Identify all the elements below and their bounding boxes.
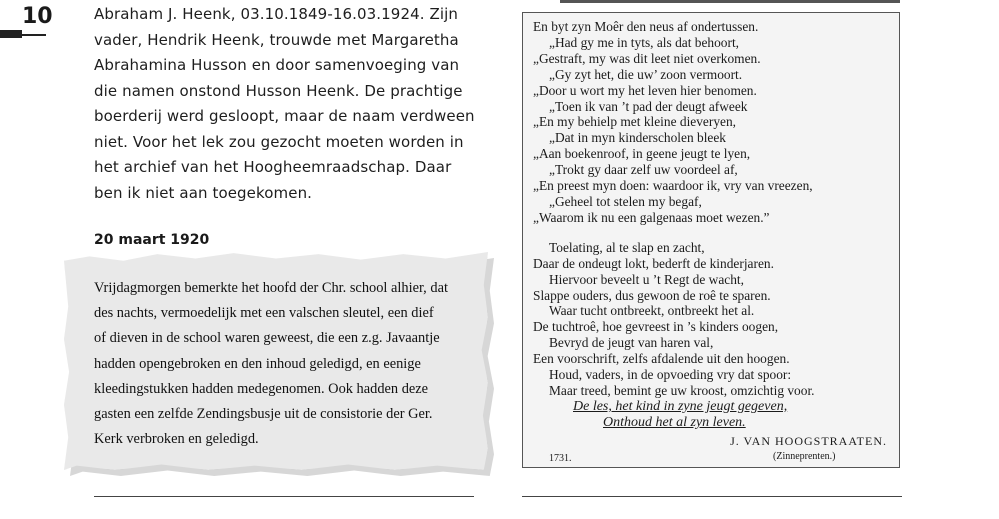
poem-line: En byt zyn Moêr den neus af ondertussen.	[533, 19, 759, 34]
intro-line: boerderij werd gesloopt, maar de naam verdween	[94, 107, 475, 125]
poem-scan	[522, 12, 900, 468]
poem-line: „Trokt gy daar zelf uw voordeel af,	[549, 162, 738, 178]
intro-line: vader, Hendrik Heenk, trouwde met Margaretha	[94, 30, 459, 49]
poem-line: Hiervoor beveelt u ’t Regt de wacht,	[549, 271, 744, 287]
clipping-line: hadden opengebroken en den inhoud geledigd, en eenige	[94, 355, 421, 372]
clipping-line: des nachts, vermoedelijk met een valschen sleutel, een dief	[94, 305, 434, 322]
intro-column	[94, 0, 484, 206]
intro-line: die namen onstond Husson Heenk. De prachtige	[94, 81, 463, 100]
top-rule	[560, 0, 900, 3]
intro-line: ben ik niet aan toegekomen.	[94, 183, 313, 202]
poem-moral-line: Onthoud het al zyn leven.	[603, 414, 746, 430]
poem-line: Slappe ouders, dus gewoon de roê te sparen.	[533, 287, 771, 303]
poem-line: „Had gy me in tyts, als dat behoort,	[549, 34, 740, 50]
poem-line: Maar treed, bemint ge uw kroost, omzichtig voor.	[549, 382, 815, 398]
poem-line: Waar tucht ontbreekt, ontbreekt het al.	[549, 303, 755, 319]
intro-line: Abrahamina Husson en door samenvoeging van	[94, 56, 460, 74]
poem-line: „Geheel tot stelen my begaf,	[549, 193, 702, 209]
poem-moral-line: De les, het kind in zyne jeugt gegeven,	[573, 398, 788, 414]
clipping-line: kleedingstukken hadden medegenomen. Ook hadden deze	[94, 380, 429, 397]
poem-line: „Gy zyt het, die uw’ zoon vermoort.	[549, 66, 743, 82]
intro-paragraph	[94, 0, 484, 206]
clipping-text	[94, 276, 474, 452]
poem-source: (Zinneprenten.)	[773, 451, 836, 462]
poem-line: „Aan boekenroof, in geene jeugt te lyen,	[533, 146, 751, 162]
poem-text	[533, 19, 893, 431]
page-number-rule-accent	[0, 30, 22, 38]
poem-author: J. VAN HOOGSTRAATEN.	[730, 434, 887, 448]
poem-line: De tuchtroê, hoe gevreest in ’s kinders oogen,	[533, 319, 779, 335]
clipping-line: gasten een zelfde Zendingsbusje uit de consistorie der Ger.	[94, 406, 433, 423]
poem-line: „Door u wort my het leven hier benomen.	[533, 82, 757, 98]
clipping-line: of dieven in de school waren geweest, die een z.g. Javaantje	[94, 330, 440, 347]
poem-line: Daar de ondeugt lokt, bederft de kinderjaren.	[533, 255, 774, 271]
poem-line: „Waarom ik nu een galgenaas moet wezen.”	[533, 209, 770, 225]
poem-line: Houd, vaders, in de opvoeding vry dat spoor:	[549, 367, 792, 383]
poem-line: „En my behielp met kleine dieveryen,	[533, 114, 737, 130]
poem-line: „Toen ik van ’t pad der deugt afweek	[549, 98, 748, 114]
poem-line: „En preest myn doen: waardoor ik, vry van vreezen,	[533, 178, 813, 194]
poem-line: Bevryd de jeugt van haren val,	[549, 335, 714, 351]
poem-line: „Gestraft, my was dit leet niet overkomen.	[533, 50, 761, 66]
intro-line: het archief van het Hoogheemraadschap. Daar	[94, 158, 452, 176]
intro-line: Abraham J. Heenk, 03.10.1849-16.03.1924. Zijn	[94, 5, 458, 23]
intro-line: niet. Voor het lek zou gezocht moeten worden in	[94, 132, 464, 151]
clipping-line: Kerk verbroken en geledigd.	[94, 431, 259, 448]
poem-year: 1731.	[549, 453, 572, 464]
poem-line: Een voorschrift, zelfs afdalende uit den hoogen.	[533, 351, 790, 367]
date-heading: 20 maart 1920	[94, 232, 210, 248]
bottom-rule-left	[94, 496, 474, 497]
poem-line: „Dat in myn kinderscholen bleek	[549, 130, 727, 146]
bottom-rule-right	[522, 496, 902, 497]
poem-line: Toelating, al te slap en zacht,	[549, 239, 705, 255]
clipping-line: Vrijdagmorgen bemerkte het hoofd der Chr. school alhier, dat	[94, 280, 448, 296]
page-number: 10	[22, 4, 53, 29]
